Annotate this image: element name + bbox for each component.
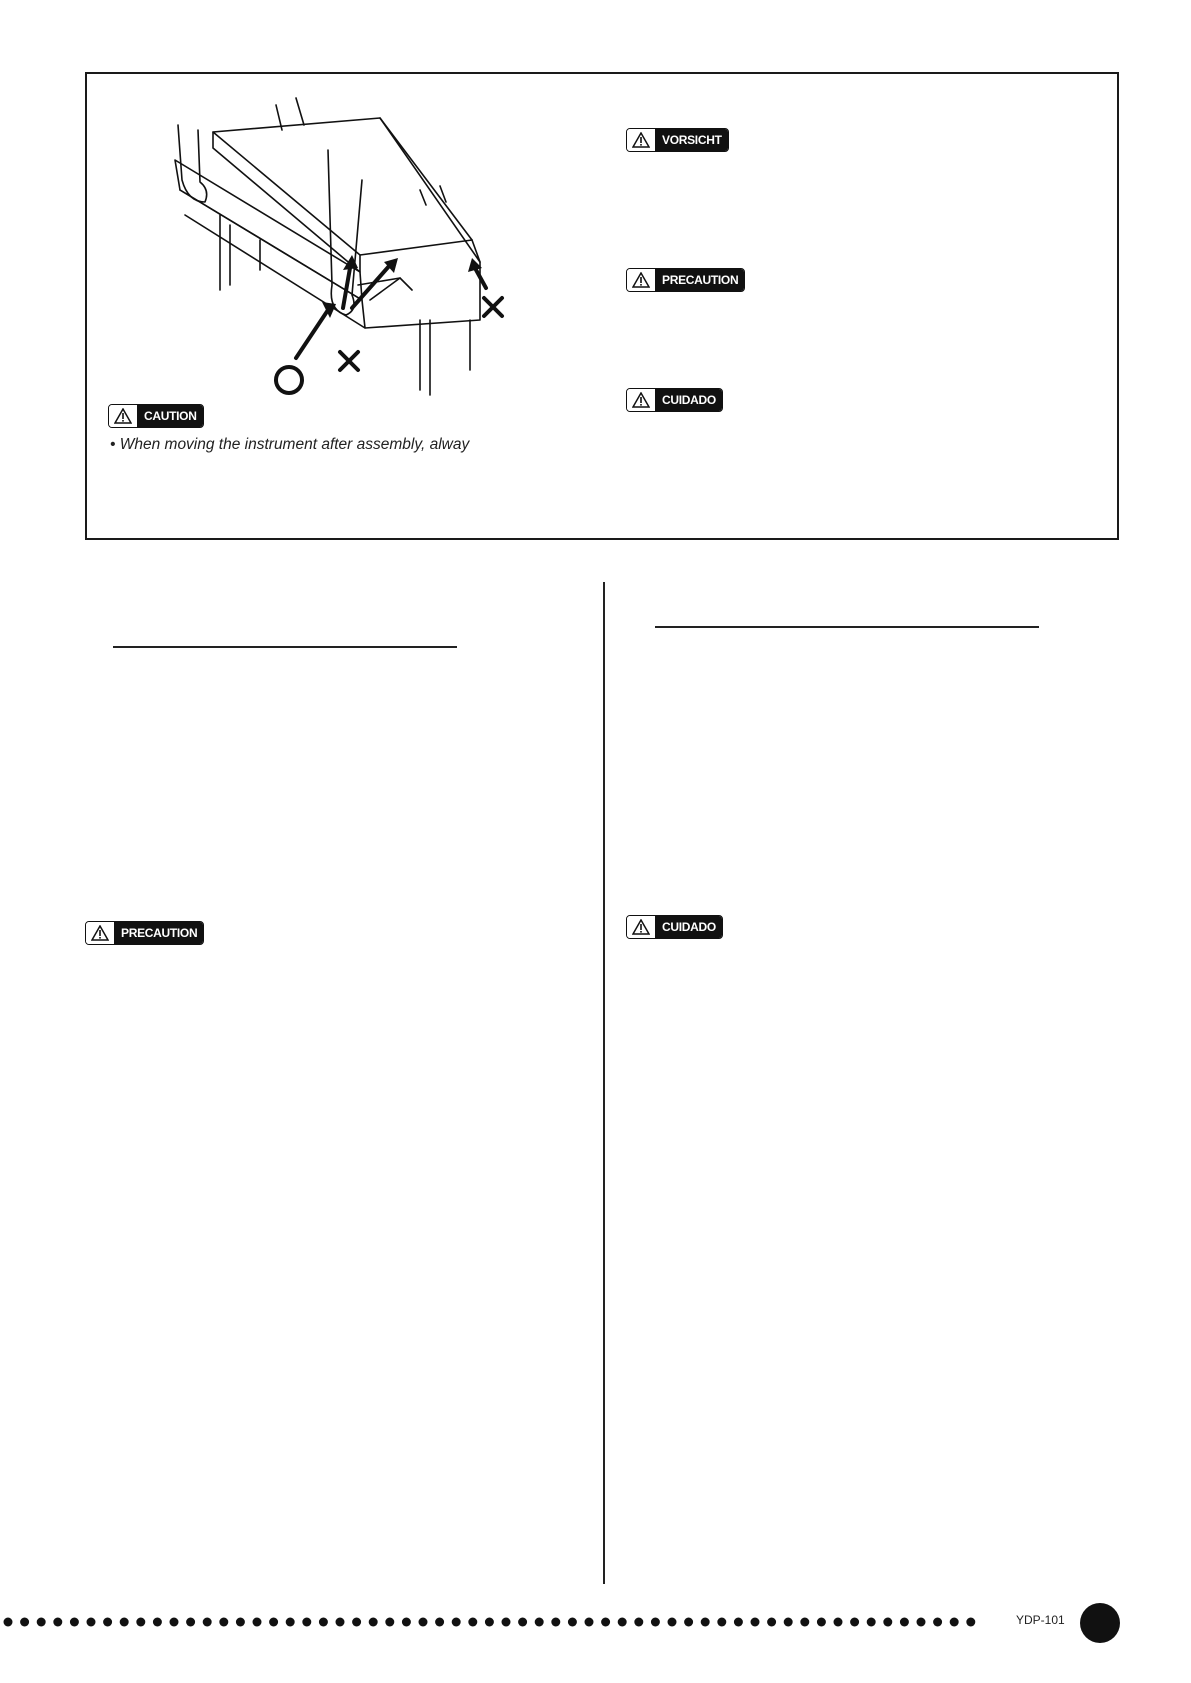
warning-triangle-icon bbox=[86, 922, 115, 944]
footer-dotted-rule bbox=[0, 1612, 990, 1632]
warning-triangle-icon bbox=[627, 916, 656, 938]
warning-triangle-icon bbox=[109, 405, 138, 427]
caution-badge-label: CAUTION bbox=[138, 405, 203, 427]
moving-instrument-illustration bbox=[100, 90, 540, 405]
wrong-x-mark bbox=[340, 298, 502, 370]
left-precaution-badge bbox=[85, 921, 204, 945]
warning-triangle-icon bbox=[627, 389, 656, 411]
left-precaution-badge-label: PRECAUTION bbox=[115, 922, 203, 944]
cuidado-badge bbox=[626, 388, 723, 412]
correct-circle-mark bbox=[276, 367, 302, 393]
precaution-badge-label: PRECAUTION bbox=[656, 269, 744, 291]
left-heading-rule bbox=[113, 646, 457, 648]
vorsicht-badge bbox=[626, 128, 729, 152]
right-heading-rule bbox=[655, 626, 1039, 628]
vorsicht-badge-label: VORSICHT bbox=[656, 129, 728, 151]
warning-triangle-icon bbox=[627, 129, 656, 151]
page-number-dot bbox=[1080, 1603, 1120, 1643]
right-cuidado-badge bbox=[626, 915, 723, 939]
caution-text: • When moving the instrument after assembly, alway bbox=[110, 436, 470, 453]
column-divider bbox=[603, 582, 605, 1584]
cuidado-badge-label: CUIDADO bbox=[656, 389, 722, 411]
model-number: YDP-101 bbox=[1016, 1613, 1065, 1627]
caution-badge bbox=[108, 404, 204, 428]
precaution-badge bbox=[626, 268, 745, 292]
warning-triangle-icon bbox=[627, 269, 656, 291]
right-cuidado-badge-label: CUIDADO bbox=[656, 916, 722, 938]
